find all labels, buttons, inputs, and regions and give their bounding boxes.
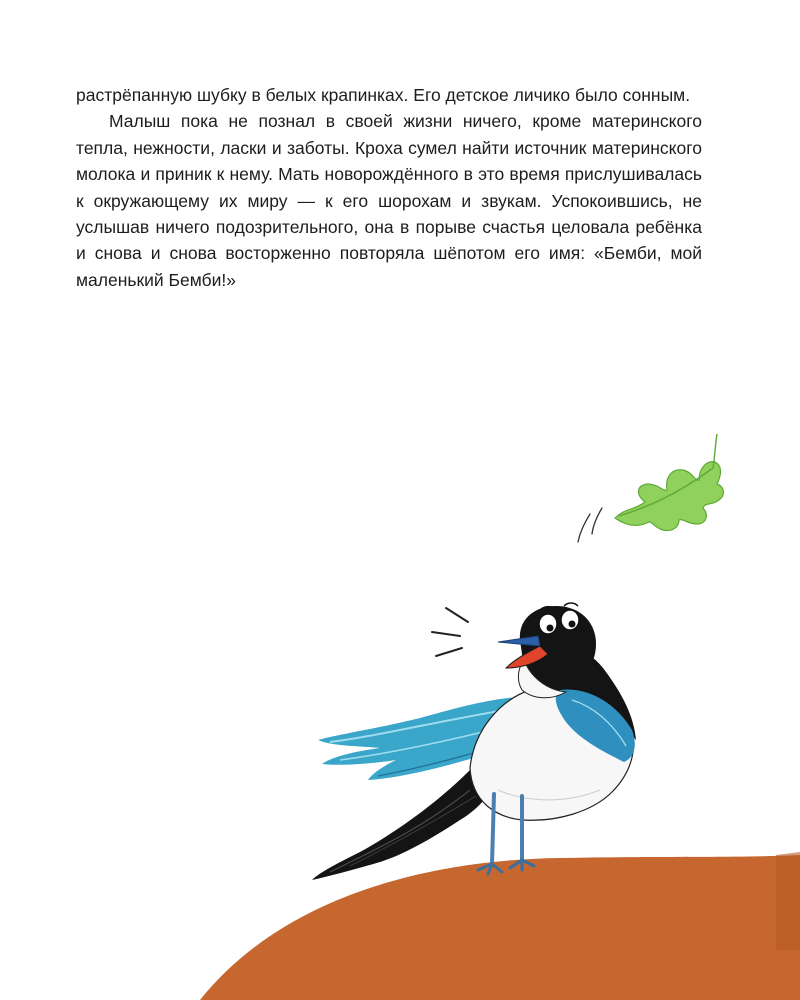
paragraph-1: растрёпанную шубку в белых крапинках. Его детское личико было сонным. [76, 85, 691, 105]
magpie [312, 603, 636, 880]
paragraph-2: Малыш пока не познал в своей жизни ничего, кроме материнского тепла, нежности, ласки и заботы. Кроха сумел найти источник материнского молока и приник к нему. Мать новорождённого в это время прислушивалась к окружающему их миру — к его шорохам и звукам. Успокоившись, не услышав ничего подозрительного, она в порыве счастья целовала ребёнка и снова и снова восторженно повторяла шёпотом его имя: «Бемби, мой маленький Бемби!» [76, 111, 702, 290]
magpie-tail [312, 770, 496, 880]
sound-lines [432, 608, 468, 656]
oak-leaf [615, 434, 723, 531]
magpie-beak-upper [498, 636, 540, 646]
leaf-motion-lines [578, 508, 602, 542]
hill [200, 855, 800, 1000]
hill-edge-shadow [776, 852, 800, 950]
